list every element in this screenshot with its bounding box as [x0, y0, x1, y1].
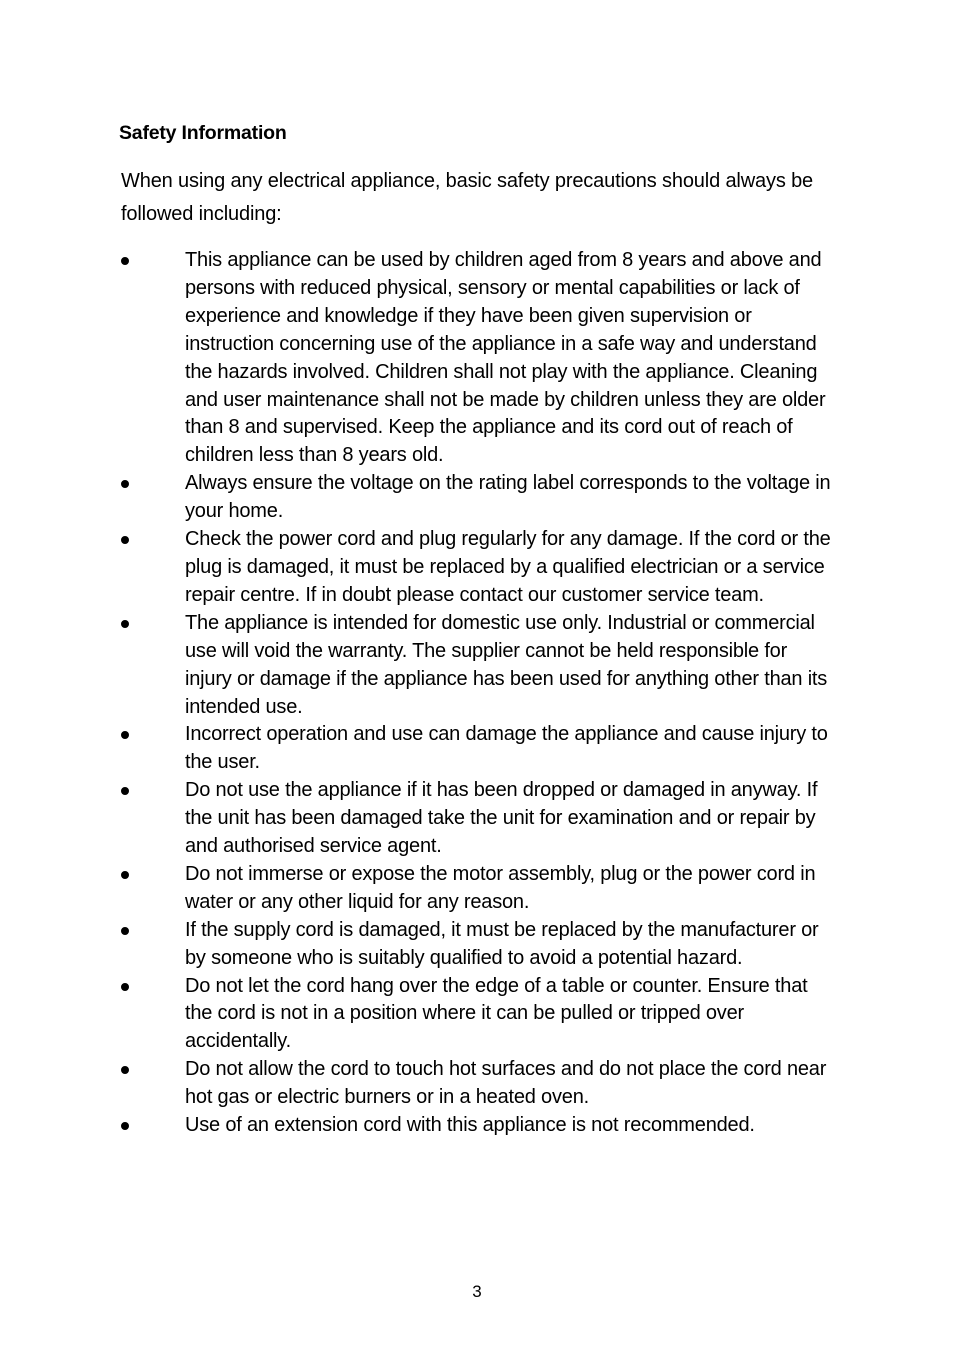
safety-list — [0, 247, 954, 1140]
bullet-icon — [121, 1066, 129, 1074]
list-item — [0, 721, 835, 777]
list-item — [0, 470, 835, 526]
bullet-icon — [121, 927, 129, 935]
list-item — [0, 861, 835, 917]
list-item — [0, 526, 835, 610]
list-item-text: If the supply cord is damaged, it must be replaced by the manufacturer or by someone who is suitably qualified to avoid a potential hazard. — [185, 918, 819, 969]
list-item — [0, 610, 835, 722]
list-item — [0, 1112, 835, 1140]
page-number: 3 — [472, 1282, 482, 1301]
list-item-text: Do not use the appliance if it has been dropped or damaged in anyway. If the unit has been damaged take the unit for examination and or repair by and authorised service agent. — [185, 779, 818, 858]
bullet-icon — [121, 257, 129, 265]
bullet-icon — [121, 620, 129, 628]
list-item — [0, 777, 835, 861]
list-item-text: The appliance is intended for domestic use only. Industrial or commercial use will void the warranty. The supplier cannot be held responsible for injury or damage if the appliance has been used for anything other than its intended use. — [185, 611, 828, 718]
bullet-icon — [121, 983, 129, 991]
list-item-text: Do not allow the cord to touch hot surfaces and do not place the cord near hot gas or electric burners or in a heated oven. — [185, 1058, 827, 1109]
list-item-text: Always ensure the voltage on the rating label corresponds to the voltage in your home. — [185, 472, 831, 523]
bullet-icon — [121, 536, 129, 544]
bullet-icon — [121, 480, 129, 488]
intro-paragraph: When using any electrical appliance, basic safety precautions should always be followed including: — [121, 170, 814, 225]
list-item — [0, 973, 835, 1057]
bullet-icon — [121, 1122, 129, 1130]
bullet-icon — [121, 731, 129, 739]
bullet-icon — [121, 787, 129, 795]
list-item-text: This appliance can be used by children aged from 8 years and above and persons with reduced physical, sensory or mental capabilities or lack of experience and knowledge if they have been given supervision or instruction concerning use of the appliance in a safe way and understand the hazards involved. Children shall not play with the appliance. Cleaning and user maintenance shall not be made by children unless they are older than 8 and supervised. Keep the appliance and its cord out of reach of children less than 8 years old. — [185, 249, 826, 467]
bullet-icon — [121, 871, 129, 879]
list-item-text: Do not immerse or expose the motor assembly, plug or the power cord in water or any other liquid for any reason. — [185, 862, 816, 913]
list-item-text: Use of an extension cord with this appliance is not recommended. — [185, 1114, 755, 1137]
list-item — [0, 247, 835, 470]
list-item — [0, 1056, 835, 1112]
list-item-text: Check the power cord and plug regularly for any damage. If the cord or the plug is damaged, it must be replaced by a qualified electrician or a service repair centre. If in doubt please contact our customer service team. — [185, 528, 831, 606]
list-item-text: Incorrect operation and use can damage the appliance and cause injury to the user. — [185, 723, 828, 774]
list-item — [0, 917, 835, 973]
section-heading: Safety Information — [119, 122, 287, 144]
list-item-text: Do not let the cord hang over the edge of a table or counter. Ensure that the cord is not in a position where it can be pulled or tripped over accidentally. — [185, 974, 808, 1053]
